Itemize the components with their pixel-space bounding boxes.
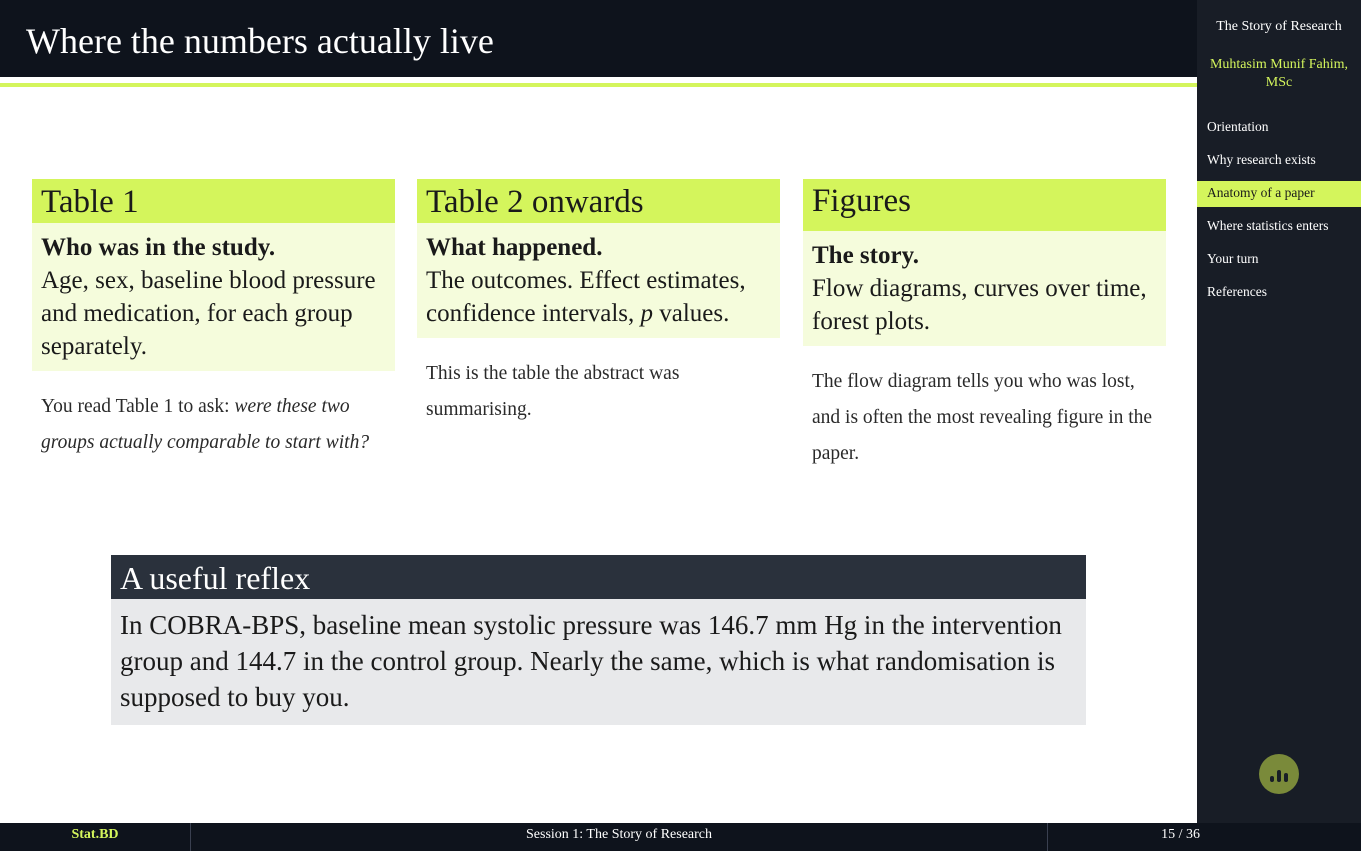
card-figures — [803, 179, 1166, 472]
callout-title: A useful reflex — [111, 555, 1086, 599]
footer-session: Session 1: The Story of Research — [191, 823, 1048, 851]
card-lead: What happened. — [426, 234, 603, 261]
card-title: Figures — [803, 179, 1166, 231]
sidebar-item-why-research-exists[interactable]: Why research exists — [1207, 152, 1316, 167]
card-note — [32, 371, 395, 461]
card-text: Flow diagrams, curves over time, forest plots. — [812, 275, 1147, 335]
sidebar-item-references[interactable]: References — [1207, 284, 1267, 299]
logo-bar — [1270, 776, 1274, 782]
card-note: This is the table the abstract was summarising. — [426, 363, 680, 420]
sidebar-item-your-turn[interactable]: Your turn — [1207, 251, 1259, 266]
footer-page-number: 15 / 36 — [1161, 827, 1200, 842]
logo-bar — [1277, 770, 1281, 782]
footer-brand: Stat.BD — [0, 823, 191, 851]
sidebar-item-anatomy-of-a-paper[interactable]: Anatomy of a paper — [1197, 181, 1361, 207]
card-title: Table 1 — [32, 179, 395, 223]
card-note: The flow diagram tells you who was lost, and is often the most revealing figure in the paper. — [812, 371, 1153, 464]
bar-chart-icon — [1259, 754, 1299, 794]
card-text-emphasis: p — [640, 300, 653, 327]
card-note-emphasis: were these two groups actually comparable to start with? — [41, 396, 370, 453]
card-body — [803, 231, 1166, 346]
accent-divider — [0, 83, 1197, 87]
sidebar-item-where-statistics-enters[interactable]: Where statistics enters — [1207, 218, 1329, 233]
sidebar — [1197, 0, 1361, 851]
sidebar-nav — [1197, 115, 1361, 313]
sidebar-item-orientation[interactable]: Orientation — [1207, 119, 1269, 134]
card-text: Age, sex, baseline blood pressure and medication, for each group separately. — [41, 267, 376, 360]
sidebar-title[interactable]: The Story of Research — [1216, 19, 1342, 34]
footer — [0, 823, 1361, 851]
card-table-1 — [32, 179, 395, 461]
slide-header — [0, 0, 1197, 77]
slide-title: Where the numbers actually live — [26, 21, 494, 61]
callout-box — [111, 555, 1086, 725]
card-note-text: You read Table 1 to ask: — [41, 396, 235, 417]
logo-bar — [1284, 773, 1288, 782]
card-body — [417, 223, 780, 338]
card-table-2 — [417, 179, 780, 428]
callout-body: In COBRA-BPS, baseline mean systolic pressure was 146.7 mm Hg in the intervention group and 144.7 in the control group. Nearly the same, which is what randomisation is supposed to buy you. — [111, 599, 1086, 725]
card-text-end: values. — [653, 300, 730, 327]
card-lead: Who was in the study. — [41, 234, 276, 261]
card-text: The outcomes. Effect estimates, confidence intervals, — [426, 267, 746, 327]
card-body — [32, 223, 395, 371]
card-lead: The story. — [812, 242, 919, 269]
card-title: Table 2 onwards — [417, 179, 780, 223]
sidebar-author: Muhtasim Munif Fahim, MSc — [1209, 57, 1349, 90]
